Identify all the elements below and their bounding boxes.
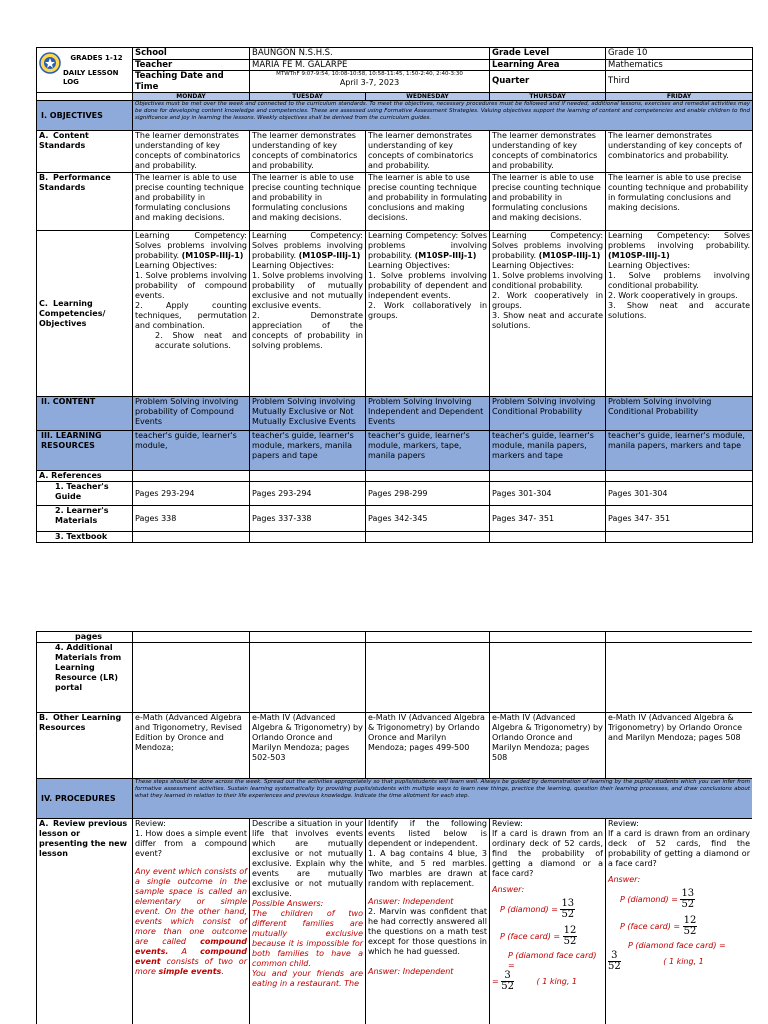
resources-heading: III. LEARNING RESOURCES [37,431,133,471]
area-label: Learning Area [490,59,606,71]
school-value: BAUNGON N.S.H.S. [250,48,490,60]
learners-materials-mon: Pages 338 [133,506,250,532]
day-friday: FRIDAY [606,93,753,101]
performance-standards-tue: The learner is able to use precise counting technique and probability in formulating conclusions and making decisions. [250,173,366,231]
competencies-mon: Learning Competency: Solves problems involving probability. (M10SP-IIIj-1) Learning Objectives: 1. Solve problems involving probability of compound events. 2. Apply counting techniques, permutation and combination. 2. Show neat and accurate solutions. [133,231,250,397]
grade-value: Grade 10 [606,48,753,60]
lesson-log-table-continued [36,631,752,1024]
grade-label: Grade Level [490,48,606,60]
resources-tue: teacher's guide, learner's module, markers, manila papers and tape [250,431,366,471]
review-fri: Review: If a card is drawn from an ordinary deck of 52 cards, find the probability of getting a diamond or a face card? Answer: P (diamond) = $\frac{13}{52}$ P (face card) = $\frac{12}{52}$ P (diamond face card) = $\frac{3}{52}$ ( 1 king, 1 [606,819,753,1024]
teachers-guide-label: 1. Teacher's Guide [37,482,133,506]
day-thursday: THURSDAY [490,93,606,101]
teachers-guide-fri: Pages 301-304 [606,482,753,506]
performance-standards-wed: The learner is able to use precise counting technique and probability in formulating conclusions and making decisions. [366,173,490,231]
learners-materials-thu: Pages 347- 351 [490,506,606,532]
other-resources-tue: e-Math IV (Advanced Algebra & Trigonometry) by Orlando Oronce and Marilyn Mendoza; pages 502-503 [250,713,366,779]
content-standards-mon: The learner demonstrates understanding of key concepts of combinatorics and probability. [133,131,250,173]
content-thu: Problem Solving involving Conditional Probability [490,397,606,431]
objectives-heading: I. OBJECTIVES [37,101,133,131]
references-label: A. References [37,471,133,482]
content-fri: Problem Solving involving Conditional Probability [606,397,753,431]
performance-standards-thu: The learner is able to use precise counting technique and probability in formulating conclusions and making decisions. [490,173,606,231]
header-block [37,48,133,93]
day-tuesday: TUESDAY [250,93,366,101]
day-monday: MONDAY [133,93,250,101]
textbook-label: 3. Textbook [37,532,133,543]
performance-standards-label: B. Performance Standards [37,173,133,231]
other-resources-mon: e-Math (Advanced Algebra and Trigonometry, Revised Edition by Oronce and Mendoza; [133,713,250,779]
teachers-guide-wed: Pages 298-299 [366,482,490,506]
content-standards-label: A. Content Standards [37,131,133,173]
review-tue: Describe a situation in your life that involves events which are mutually exclusive or not mutually exclusive. Explain why the events are mutually exclusive or not mutually exclusive. Possible Answers: The children of two different families are mutually exclusive because it is impossible for both families to have a common child. You and your friends are eating in a restaurant. The [250,819,366,1024]
review-thu: Review: If a card is drawn from an ordinary deck of 52 cards, find the probability of getting a diamond or a face card? Answer: P (diamond) = $\frac{13}{52}$ P (face card) = $\frac{12}{52}$ P (diamond face card) = = $\frac{3}{52}$ ( 1 king, 1 [490,819,606,1024]
competencies-label: C. Learning Competencies/ Objectives [37,231,133,397]
quarter-label: Quarter [490,71,606,93]
content-standards-fri: The learner demonstrates understanding of key concepts of combinatorics and probability. [606,131,753,173]
deped-seal-icon [39,52,61,74]
review-wed: Identify if the following events listed below is dependent or independent. 1. A bag contains 4 blue, 3 white, and 5 red marbles. Two marbles are drawn at random with replacement. Answer: Independent 2. Marvin was confident that he had correctly answered all the questions on a math test except for those questions in which he had guessed. Answer: Independent [366,819,490,1024]
date-label: Teaching Date and Time [133,71,250,93]
learners-materials-label: 2. Learner's Materials [37,506,133,532]
content-standards-thu: The learner demonstrates understanding of key concepts of combinatorics and probability. [490,131,606,173]
log-title: DAILY LESSON LOG [63,68,119,86]
schedule-text: MTWThF 9:07-9:54, 10:08-10:58, 10:58-11:45, 1:50-2:40, 2:40-3:30 [276,71,463,77]
content-standards-tue: The learner demonstrates understanding of key concepts of combinatorics and probability. [250,131,366,173]
procedures-heading: IV. PROCEDURES [37,779,133,819]
teacher-value: MARIA FE M. GALARPE [250,59,490,71]
competencies-tue: Learning Competency: Solves problems involving probability. (M10SP-IIIj-1) Learning Objectives: 1. Solve problems involving probability of mutually exclusive and not mutually exclusive events. 2. Demonstrate appreciation of the concepts of probability in solving problems. [250,231,366,397]
teachers-guide-tue: Pages 293-294 [250,482,366,506]
learners-materials-fri: Pages 347- 351 [606,506,753,532]
teacher-label: Teacher [133,59,250,71]
teachers-guide-thu: Pages 301-304 [490,482,606,506]
competencies-wed: Learning Competency: Solves problems involving probability. (M10SP-IIIj-1) Learning Objectives: 1. Solve problems involving probability of dependent and independent events. 2. Work collaboratively in groups. [366,231,490,397]
content-standards-wed: The learner demonstrates understanding of key concepts of combinatorics and probability. [366,131,490,173]
teachers-guide-mon: Pages 293-294 [133,482,250,506]
resources-thu: teacher's guide, learner's module, manila papers, markers and tape [490,431,606,471]
school-label: School [133,48,250,60]
resources-fri: teacher's guide, learner's module, manila papers, markers and tape [606,431,753,471]
competencies-thu: Learning Competency: Solves problems involving probability. (M10SP-IIIj-1) Learning Objectives: 1. Solve problems involving conditional probability. 2. Work cooperatively in groups. 3. Show neat and accurate solutions. [490,231,606,397]
area-value: Mathematics [606,59,753,71]
resources-wed: teacher's guide, learner's module, markers, tape, manila papers [366,431,490,471]
grades-label: GRADES 1-12 [70,53,123,62]
other-resources-fri: e-Math IV (Advanced Algebra & Trigonometry) by Orlando Oronce and Marilyn Mendoza; pages 508 [606,713,753,779]
other-resources-thu: e-Math IV (Advanced Algebra & Trigonometry) by Orlando Oronce and Marilyn Mendoza; pages 508 [490,713,606,779]
resources-mon: teacher's guide, learner's module, [133,431,250,471]
date-value: April 3-7, 2023 [339,78,400,87]
competencies-fri: Learning Competency: Solves problems involving probability. (M10SP-IIIj-1) Learning Objectives: 1. Solve problems involving conditional probability. 2. Work cooperatively in groups. 3. Show neat and accurate solutions. [606,231,753,397]
learners-materials-wed: Pages 342-345 [366,506,490,532]
other-resources-label: B. Other Learning Resources [37,713,133,779]
performance-standards-fri: The learner is able to use precise counting technique and probability in formulating conclusions and making decisions. [606,173,753,231]
learners-materials-tue: Pages 337-338 [250,506,366,532]
content-mon: Problem Solving involving probability of Compound Events [133,397,250,431]
textbook-pages-label: pages [37,632,133,643]
content-tue: Problem Solving involving Mutually Exclusive or Not Mutually Exclusive Events [250,397,366,431]
performance-standards-mon: The learner is able to use precise counting technique and probability in formulating conclusions and making decisions. [133,173,250,231]
other-resources-wed: e-Math IV (Advanced Algebra & Trigonometry) by Orlando Oronce and Marilyn Mendoza; pages 499-500 [366,713,490,779]
page-one [36,47,752,550]
content-heading: II. CONTENT [37,397,133,431]
lesson-log-table [36,47,753,543]
day-wednesday: WEDNESDAY [366,93,490,101]
content-wed: Problem Solving Involving Independent and Dependent Events [366,397,490,431]
quarter-value: Third [606,71,753,93]
lr-portal-label: 4. Additional Materials from Learning Resource (LR) portal [37,643,133,713]
review-mon: Review: 1. How does a simple event differ from a compound event? Any event which consists of a single outcome in the sample space is called an elementary or simple event. On the other hand, events which consist of more than one outcome are called compound events. A compound event consists of two or more simple events. [133,819,250,1024]
page-two [36,631,752,1024]
procedures-note: These steps should be done across the week. Spread out the activities appropriately so that pupils/students will learn well. Always be guided by demonstration of learning by the pupils/ students which you can infer from formative assessment activities. Sustain learning systematically by providing pupils/students with multiple ways to learn new things, practice the learning, question their learning processes, and draw conclusions about what they learned in relation to their life experiences and previous knowledge. Indicate the time allotment for each step. [133,779,753,819]
objectives-note: Objectives must be met over the week and connected to the curriculum standards. To meet the objectives, necessary procedures must be followed and if needed, additional lessons, exercises and remedial activities may be done for developing content knowledge and competencies. These are assessed using Formative Assessment Strategies. Valuing objectives support the learning of content and competencies and enable children to find significance and joy in learning the lessons. Weekly objectives shall be derived from the curriculum guides. [133,101,753,131]
review-label: A. Review previous lesson or presenting the new lesson [37,819,133,1024]
